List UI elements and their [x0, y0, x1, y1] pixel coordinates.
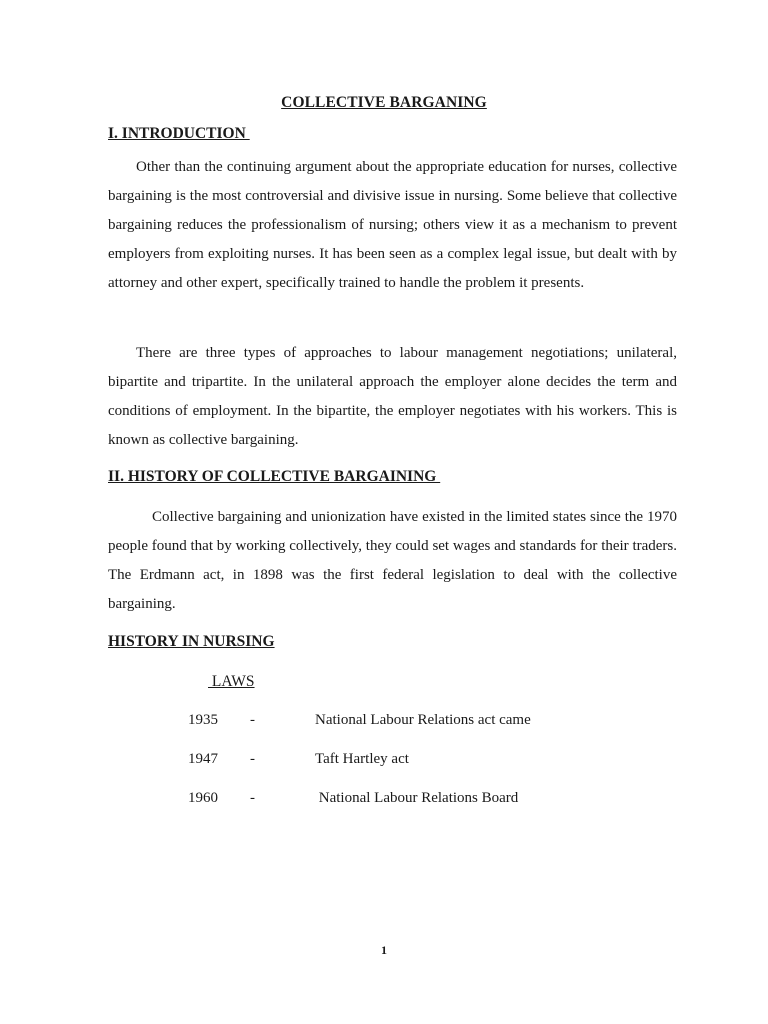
- law-row: [0, 790, 768, 812]
- law-description: National Labour Relations Board: [315, 790, 519, 806]
- law-row: [0, 712, 768, 734]
- law-description: National Labour Relations act came: [315, 712, 531, 728]
- section-heading-history: II. HISTORY OF COLLECTIVE BARGAINING: [108, 468, 441, 485]
- law-dash: -: [250, 751, 255, 767]
- document-title: COLLECTIVE BARGANING: [281, 94, 487, 111]
- introduction-paragraph-2: There are three types of approaches to labour management negotiations; unilateral, bipartite and tripartite. In the unilateral approach the employer alone decides the term and conditions of employment. In the bipartite, the employer negotiates with his workers. This is known as collective bargaining.: [108, 345, 677, 448]
- introduction-paragraph-1: Other than the continuing argument about the appropriate education for nurses, collective bargaining is the most controversial and divisive issue in nursing. Some believe that collective bargaining reduces the professionalism of nursing; others view it as a mechanism to prevent employers from exploiting nurses. It has been seen as a complex legal issue, but dealt with by attorney and other expert, specifically trained to handle the problem it presents.: [108, 159, 677, 291]
- section-heading-history-in-nursing: HISTORY IN NURSING: [108, 633, 275, 650]
- law-dash: -: [250, 790, 255, 806]
- laws-heading: LAWS: [208, 673, 255, 690]
- law-year: 1935: [188, 712, 218, 728]
- law-year: 1947: [188, 751, 218, 767]
- law-row: [0, 751, 768, 773]
- page-number: 1: [381, 943, 387, 957]
- law-year: 1960: [188, 790, 218, 806]
- section-heading-introduction: I. INTRODUCTION: [108, 125, 250, 142]
- history-paragraph-1: Collective bargaining and unionization have existed in the limited states since the 1970 people found that by working collectively, they could set wages and standards for their traders. The Erdmann act, in 1898 was the first federal legislation to deal with the collective bargaining.: [108, 509, 677, 612]
- law-description: Taft Hartley act: [315, 751, 409, 767]
- law-dash: -: [250, 712, 255, 728]
